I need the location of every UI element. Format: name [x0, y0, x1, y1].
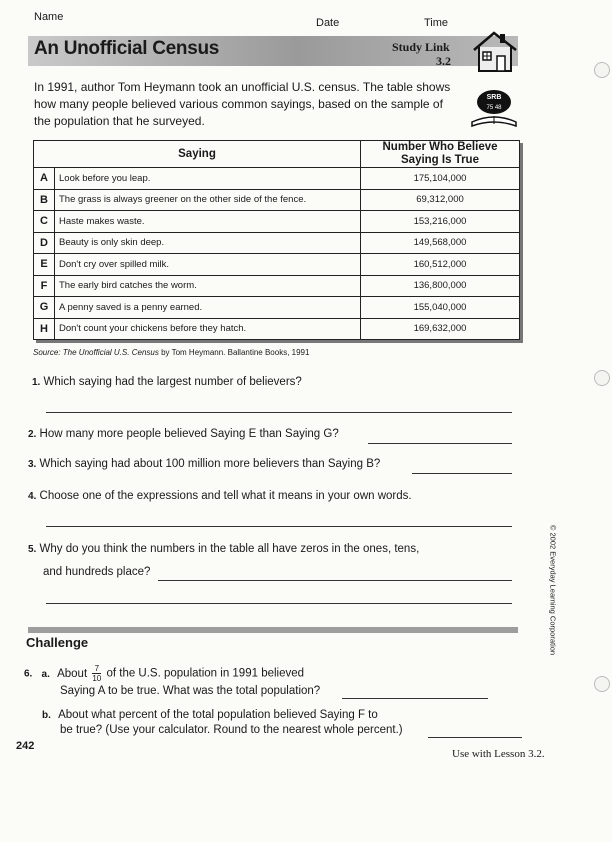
page-title: An Unofficial Census [34, 38, 220, 59]
answer-line-q4[interactable] [46, 526, 512, 527]
srb-page-refs: 75 48 [486, 105, 502, 111]
challenge-heading: Challenge [26, 635, 89, 650]
table-row [34, 232, 520, 254]
copyright-notice: © 2002 Everyday Learning Corporation [548, 524, 558, 656]
page-number: 242 [16, 740, 35, 752]
binder-hole [594, 62, 610, 78]
question-number: 3. [28, 459, 37, 470]
row-letter: D [34, 232, 55, 254]
believers-cell: 136,800,000 [361, 275, 520, 297]
binder-hole [594, 676, 610, 692]
saying-cell: Haste makes waste. [55, 211, 361, 233]
table-header-row [34, 141, 520, 168]
believers-cell: 149,568,000 [361, 232, 520, 254]
table-row [34, 189, 520, 211]
saying-cell: Beauty is only skin deep. [55, 232, 361, 254]
question-6a-line2: Saying A to be true. What was the total population? [60, 685, 321, 697]
table-source [33, 348, 309, 357]
row-letter: B [34, 189, 55, 211]
question-6b [42, 709, 378, 721]
row-letter: H [34, 318, 55, 340]
question-6a [24, 664, 304, 683]
believers-cell: 175,104,000 [361, 168, 520, 190]
srb-badge-text: SRB [486, 94, 502, 101]
question-6b-line2: be true? (Use your calculator. Round to the nearest whole percent.) [60, 724, 403, 736]
column-header-number [361, 141, 520, 168]
column-header-number-line1: Number Who Believe [382, 141, 498, 153]
believers-cell: 153,216,000 [361, 211, 520, 233]
table-row [34, 275, 520, 297]
question-number: 6. [24, 668, 33, 680]
saying-cell: The early bird catches the worm. [55, 275, 361, 297]
question-3 [28, 458, 380, 470]
row-letter: C [34, 211, 55, 233]
source-suffix: by Tom Heymann. Ballantine Books, 1991 [158, 348, 310, 357]
intro-paragraph: In 1991, author Tom Heymann took an unofficial U.S. census. The table shows how many people believed various common sayings, based on the sample of the population that he surveyed. [34, 80, 451, 128]
date-label: Date [316, 17, 340, 29]
answer-line-q5-a[interactable] [158, 580, 512, 581]
column-header-saying: Saying [34, 141, 361, 168]
source-book-title: The Unofficial U.S. Census [62, 348, 159, 357]
question-text: Which saying had the largest number of believers? [43, 376, 302, 388]
source-prefix: Source: [33, 348, 63, 357]
question-text: Choose one of the expressions and tell what it means in your own words. [39, 490, 412, 502]
srb-book-icon [468, 88, 520, 128]
question-number: 4. [28, 491, 37, 502]
lesson-reference: Use with Lesson 3.2. [452, 748, 545, 760]
name-label: Name [34, 11, 64, 23]
question-4 [28, 490, 412, 502]
answer-line-q2[interactable] [368, 443, 512, 444]
question-5 [28, 543, 419, 555]
question-pre-text: About [57, 667, 88, 680]
answer-line-q6b[interactable] [428, 737, 522, 738]
question-number: 5. [28, 544, 37, 555]
table-row [34, 297, 520, 319]
challenge-divider [28, 627, 518, 633]
answer-line-q5-b[interactable] [46, 603, 512, 604]
time-label: Time [424, 17, 449, 29]
question-text-line1: Why do you think the numbers in the table all have zeros in the ones, tens, [39, 543, 420, 555]
question-part: a. [41, 668, 50, 680]
saying-cell: Look before you leap. [55, 168, 361, 190]
believers-cell: 155,040,000 [361, 297, 520, 319]
believers-cell: 169,632,000 [361, 318, 520, 340]
table-row [34, 254, 520, 276]
fraction-denominator: 10 [92, 674, 102, 683]
fraction-numerator: 7 [94, 664, 100, 673]
study-link-label: Study Link [392, 40, 450, 54]
question-post-text: of the U.S. population in 1991 believed [106, 667, 305, 680]
saying-cell: A penny saved is a penny earned. [55, 297, 361, 319]
saying-cell: The grass is always greener on the other side of the fence. [55, 189, 361, 211]
answer-line-q6a[interactable] [342, 698, 488, 699]
question-number: 1. [32, 377, 41, 388]
answer-line-q3[interactable] [412, 473, 512, 474]
house-icon [470, 30, 520, 74]
question-text: How many more people believed Saying E than Saying G? [39, 428, 339, 440]
binder-hole [594, 370, 610, 386]
table-row [34, 211, 520, 233]
question-number: 2. [28, 429, 37, 440]
row-letter: F [34, 275, 55, 297]
saying-cell: Don't count your chickens before they hatch. [55, 318, 361, 340]
row-letter: E [34, 254, 55, 276]
question-text-line1: About what percent of the total population believed Saying F to [58, 709, 378, 721]
row-letter: G [34, 297, 55, 319]
saying-cell: Don't cry over spilled milk. [55, 254, 361, 276]
answer-line-q1[interactable] [46, 412, 512, 413]
column-header-number-line2: Saying Is True [401, 154, 479, 166]
table-row [34, 168, 520, 190]
study-link-number: 3.2 [436, 54, 451, 68]
fraction [92, 664, 101, 683]
believers-cell: 160,512,000 [361, 254, 520, 276]
question-part: b. [42, 710, 51, 721]
question-1 [32, 376, 302, 388]
row-letter: A [34, 168, 55, 190]
census-table [33, 140, 520, 340]
question-5-line2: and hundreds place? [43, 566, 151, 578]
believers-cell: 69,312,000 [361, 189, 520, 211]
question-text: Which saying had about 100 million more believers than Saying B? [39, 458, 381, 470]
table-row [34, 318, 520, 340]
question-2 [28, 428, 339, 440]
